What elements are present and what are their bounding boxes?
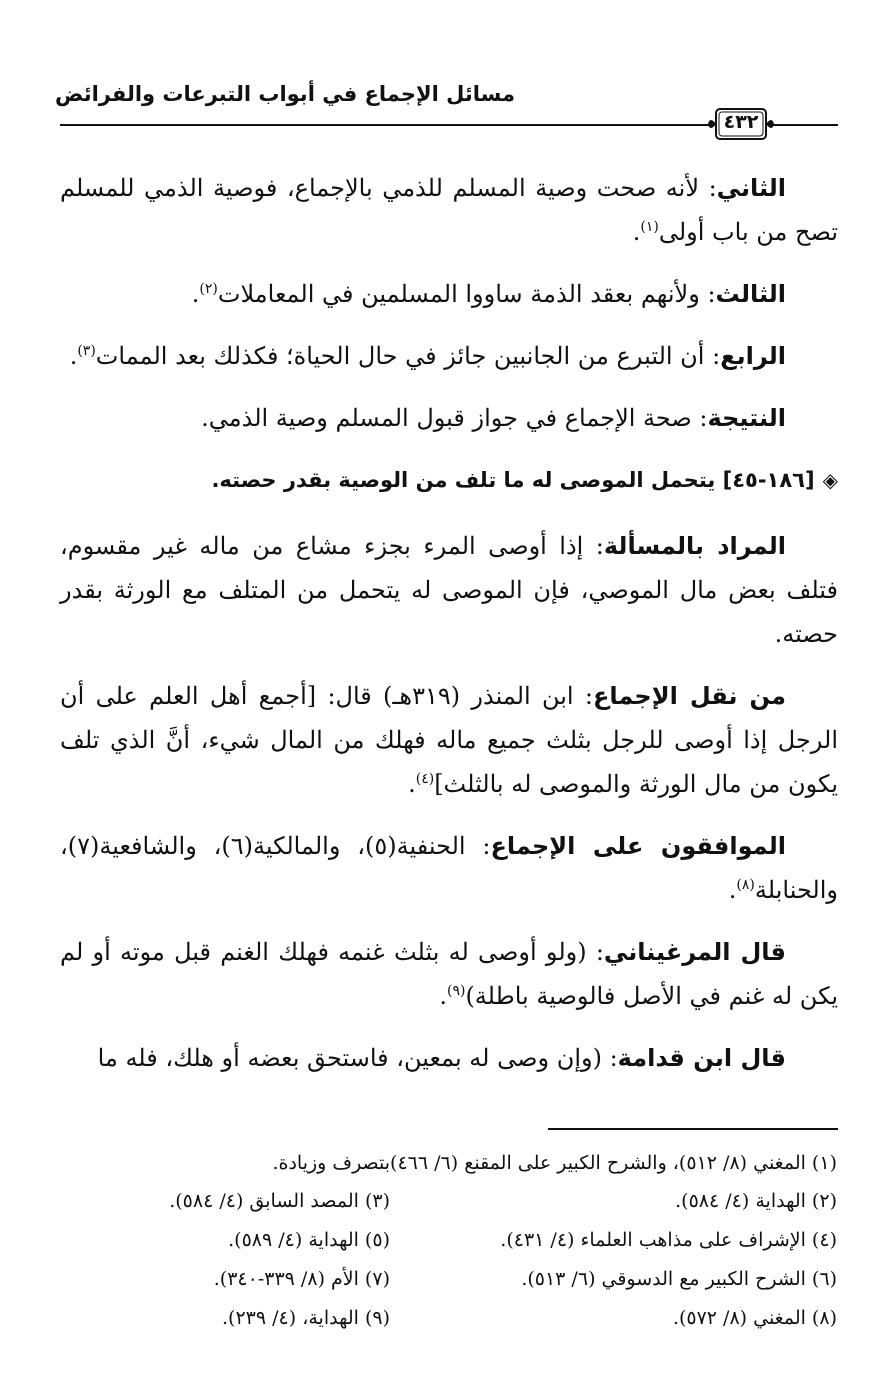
section-marghinani [60,930,838,1018]
footnote-8: (٨) المغني (٨/ ٥٧٢). [672,1307,837,1329]
footnote-5: (٥) الهداية (٤/ ٥٨٩). [228,1229,390,1251]
section-text: : إذا أوصى المرء بجزء مشاع من ماله غير مقسوم، فتلف بعض مال الموصي، فإن الموصى له يتحمل من المتلف مع الورثة بقدر حصته. [60,532,838,648]
paragraph-tail: . [191,280,200,308]
section-tail: . [408,770,416,798]
footnote-ref: (١) [640,219,659,235]
header-rule-left [60,124,710,126]
section-text: : (ولو أوصى له بثلث غنمه فهلك الغنم قبل موته أو لم يكن له غنم في الأصل فالوصية باطلة) [60,938,838,1010]
diamond-bullet-icon: ◈ [822,468,838,492]
footnote-2: (٢) الهداية (٤/ ٥٨٤). [675,1190,837,1212]
section-ibn-qudama [60,1036,838,1080]
argument-third [60,272,838,316]
footnote-ref: (٣) [77,343,96,359]
section-label: قال المرغيناني [603,938,786,966]
footnote-ref: (٩) [446,983,466,999]
section-label: من نقل الإجماع [592,682,786,710]
argument-second [60,166,838,254]
paragraph-tail: . [632,218,641,246]
paragraph-text: : أن التبرع من الجانبين جائز في حال الحياة؛ فكذلك بعد الممات [95,342,721,370]
paragraph-label: الرابع [720,342,786,370]
section-transmitters [60,674,838,806]
footnote-ref: (٤) [415,771,435,787]
footnote-9: (٩) الهداية، (٤/ ٢٣٩). [222,1307,390,1329]
paragraph-label: النتيجة [707,404,786,432]
section-agreeing [60,824,838,912]
footnote-6: (٦) الشرح الكبير مع الدسوقي (٦/ ٥١٣). [521,1268,837,1290]
footnote-ref: (٢) [199,281,218,297]
page-number: ٤٣٢ [723,111,759,133]
paragraph-text: : ولأنهم بعقد الذمة ساووا المسلمين في المعاملات [217,280,716,308]
section-text: : الحنفية(٥)، والمالكية(٦)، والشافعية(٧)، والحنابلة [60,832,838,904]
section-label: المراد بالمسألة [603,532,786,560]
footnote-7: (٧) الأم (٨/ ٣٣٩-٣٤٠). [213,1268,390,1290]
paragraph-label: الثالث [715,280,786,308]
footnote-separator [548,1128,838,1130]
page-body [60,166,838,1080]
footnote-4: (٤) الإشراف على مذاهب العلماء (٤/ ٤٣١). [500,1229,837,1251]
section-tail: . [728,876,737,904]
paragraph-label: الثاني [716,174,786,202]
footnote-3: (٣) المصد السابق (٤/ ٥٨٤). [169,1190,390,1212]
issue-heading [60,458,838,502]
footnote-1: (١) المغني (٨/ ٥١٢)، والشرح الكبير على المقنع (٦/ ٤٦٦)بتصرف وزيادة. [272,1152,837,1174]
section-label: قال ابن قدامة [617,1044,786,1072]
paragraph-tail: . [69,342,78,370]
issue-text: [١٨٦-٤٥] يتحمل الموصى له ما تلف من الوصية بقدر حصته. [211,468,815,492]
footnote-ref: (٨) [736,877,755,893]
running-header-title: مسائل الإجماع في أبواب التبرعات والفرائض [55,82,515,106]
page-number-ornament [708,104,774,144]
paragraph-text: : لأنه صحت وصية المسلم للذمي بالإجماع، فوصية الذمي للمسلم تصح من باب أولى [60,174,838,246]
section-text: : ابن المنذر (٣١٩هـ) قال: [أجمع أهل العلم على أن الرجل إذا أوصى للرجل بثلث جميع ماله فهلك من المال شيء، أنَّ الذي تلف يكون من مال الورثة والموصى له بالثلث] [60,682,838,798]
section-text: : (وإن وصى له بمعين، فاستحق بعضه أو هلك، فله ما [97,1044,618,1072]
section-meaning [60,524,838,656]
argument-fourth [60,334,838,378]
section-label: الموافقون على الإجماع [490,832,786,860]
conclusion [60,396,838,440]
paragraph-text: : صحة الإجماع في جواز قبول المسلم وصية الذمي. [201,404,708,432]
header-rule-right [770,124,838,126]
section-tail: . [439,982,447,1010]
